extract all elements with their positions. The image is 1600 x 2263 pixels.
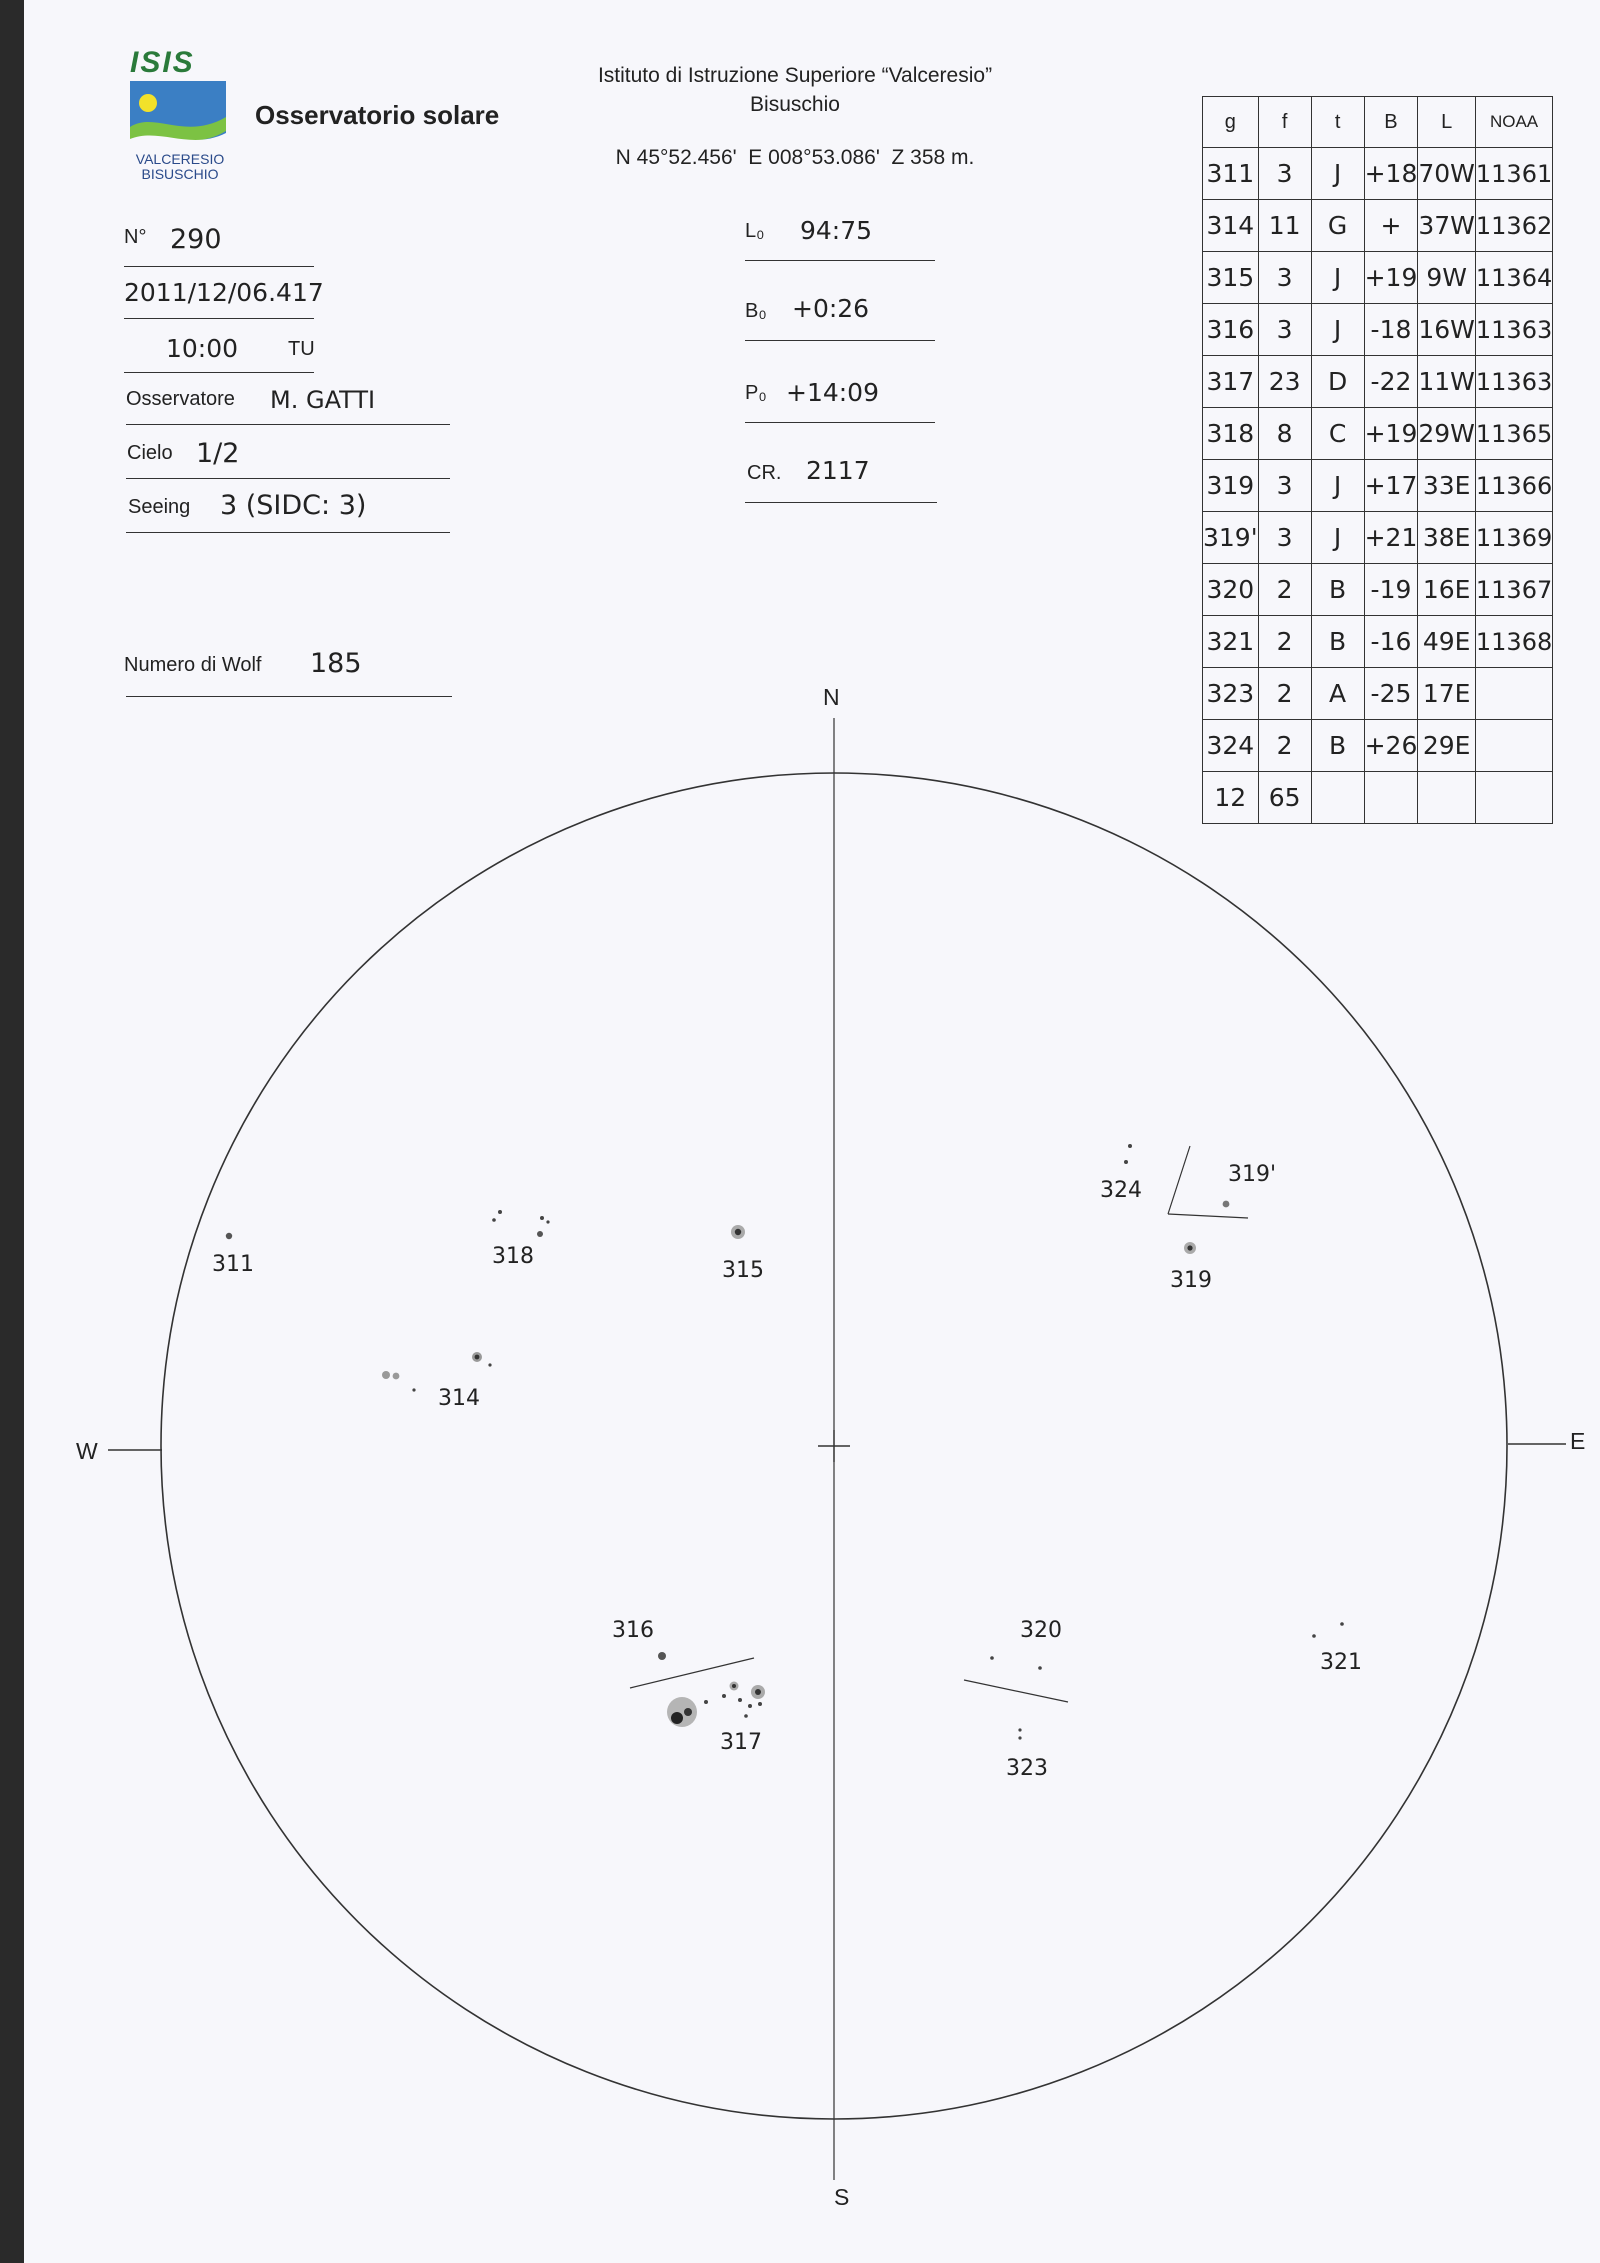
- observer-label: Osservatore: [126, 388, 235, 410]
- observatory-coordinates: N 45°52.456' E 008°53.086' Z 358 m.: [615, 146, 975, 169]
- table-cell: 318: [1203, 408, 1259, 460]
- table-cell: -18: [1364, 304, 1418, 356]
- table-cell: 321: [1203, 616, 1259, 668]
- group-label-316: 316: [612, 1618, 654, 1643]
- table-header-cell: NOAA: [1475, 97, 1552, 148]
- table-cell: C: [1311, 408, 1364, 460]
- sunspot: [1124, 1160, 1128, 1164]
- sunspot: [1038, 1666, 1042, 1670]
- table-cell: J: [1311, 460, 1364, 512]
- number-value: 290: [170, 224, 222, 255]
- sunspot: [1340, 1622, 1344, 1626]
- table-cell: 11366: [1475, 460, 1552, 512]
- table-cell: 2: [1258, 616, 1311, 668]
- sunspot: [382, 1371, 390, 1379]
- sunspot: [758, 1702, 762, 1706]
- seeing-label: Seeing: [128, 496, 191, 518]
- table-cell: +19: [1364, 408, 1418, 460]
- table-cell: 324: [1203, 720, 1259, 772]
- table-cell: 11367: [1475, 564, 1552, 616]
- seeing-value: 3 (SIDC: 3): [220, 490, 367, 521]
- group-label-324: 324: [1100, 1178, 1142, 1203]
- group-label-321: 321: [1320, 1650, 1362, 1675]
- north-label: N: [823, 684, 840, 710]
- sunspot: [1223, 1201, 1230, 1208]
- table-cell: 11368: [1475, 616, 1552, 668]
- table-cell: +26: [1364, 720, 1418, 772]
- sunspot: [537, 1231, 543, 1237]
- group-319p-marker-line: [1168, 1214, 1248, 1218]
- table-header-cell: g: [1203, 97, 1259, 148]
- table-cell: 2: [1258, 720, 1311, 772]
- table-cell: 12: [1203, 772, 1259, 824]
- table-cell: 11363: [1475, 356, 1552, 408]
- table-header-cell: B: [1364, 97, 1418, 148]
- sunspot: [671, 1712, 683, 1724]
- number-label: N°: [124, 226, 147, 248]
- table-cell: 2: [1258, 564, 1311, 616]
- table-cell: 2: [1258, 668, 1311, 720]
- group-320-323-marker-line: [964, 1680, 1068, 1702]
- table-cell: 317: [1203, 356, 1259, 408]
- table-cell: 319': [1203, 512, 1259, 564]
- sunspot: [1312, 1634, 1316, 1638]
- table-cell: 11363: [1475, 304, 1552, 356]
- sunspot: [738, 1698, 742, 1702]
- table-cell: 33E: [1418, 460, 1476, 512]
- table-cell: 17E: [1418, 668, 1476, 720]
- group-319p-marker-line: [1168, 1146, 1190, 1214]
- table-header-cell: t: [1311, 97, 1364, 148]
- group-label-319p: 319': [1228, 1162, 1277, 1187]
- table-cell: 11365: [1475, 408, 1552, 460]
- table-cell: 11: [1258, 200, 1311, 252]
- table-cell: 38E: [1418, 512, 1476, 564]
- sunspot: [990, 1656, 994, 1660]
- institute-name: Istituto di Istruzione Superiore “Valceresio”: [597, 64, 993, 87]
- table-cell: +18: [1364, 148, 1418, 200]
- table-cell: 70W: [1418, 148, 1476, 200]
- table-cell: 3: [1258, 512, 1311, 564]
- table-cell: 3: [1258, 460, 1311, 512]
- group-label-323: 323: [1006, 1756, 1048, 1781]
- logo-wordmark: ISIS: [130, 46, 195, 79]
- institute-town: Bisuschio: [750, 93, 840, 116]
- sunspot: [1128, 1144, 1132, 1148]
- table-cell: 3: [1258, 148, 1311, 200]
- logo-sub-line1: VALCERESIO: [135, 151, 225, 167]
- table-cell: 9W: [1418, 252, 1476, 304]
- table-cell: -22: [1364, 356, 1418, 408]
- table-cell: 11364: [1475, 252, 1552, 304]
- sunspot: [498, 1210, 502, 1214]
- table-cell: 3: [1258, 252, 1311, 304]
- sunspot: [748, 1704, 752, 1708]
- table-cell: 11362: [1475, 200, 1552, 252]
- sunspot: [492, 1218, 496, 1222]
- group-label-315: 315: [722, 1258, 764, 1283]
- date-value: 2011/12/06.417: [124, 278, 324, 307]
- table-cell: 29E: [1418, 720, 1476, 772]
- sunspot: [393, 1373, 400, 1380]
- table-cell: -16: [1364, 616, 1418, 668]
- table-cell: 314: [1203, 200, 1259, 252]
- table-cell: 11361: [1475, 148, 1552, 200]
- table-cell: J: [1311, 512, 1364, 564]
- table-cell: 49E: [1418, 616, 1476, 668]
- table-cell: B: [1311, 616, 1364, 668]
- table-cell: 316: [1203, 304, 1259, 356]
- table-cell: -25: [1364, 668, 1418, 720]
- p0-label: P₀: [745, 382, 767, 404]
- sunspot: [1018, 1728, 1021, 1731]
- sunspot: [667, 1697, 697, 1727]
- table-cell: 8: [1258, 408, 1311, 460]
- group-label-311: 311: [212, 1252, 254, 1277]
- sunspot: [735, 1229, 741, 1235]
- table-cell: D: [1311, 356, 1364, 408]
- b0-label: B₀: [745, 300, 767, 322]
- sunspot: [744, 1714, 748, 1718]
- l0-value: 94:75: [800, 216, 873, 245]
- table-cell: 3: [1258, 304, 1311, 356]
- table-cell: 16W: [1418, 304, 1476, 356]
- observatory-title: Osservatorio solare: [255, 100, 500, 130]
- table-cell: G: [1311, 200, 1364, 252]
- table-cell: J: [1311, 148, 1364, 200]
- group-label-317: 317: [720, 1730, 762, 1755]
- west-label: W: [76, 1438, 98, 1464]
- wolf-number-value: 185: [310, 648, 362, 679]
- sunspot: [658, 1652, 666, 1660]
- sunspot: [1018, 1736, 1021, 1739]
- group-label-320: 320: [1020, 1618, 1062, 1643]
- p0-value: +14:09: [786, 378, 879, 407]
- sunspot: [546, 1220, 549, 1223]
- table-cell: 323: [1203, 668, 1259, 720]
- table-cell: 29W: [1418, 408, 1476, 460]
- table-cell: -19: [1364, 564, 1418, 616]
- sky-label: Cielo: [127, 442, 173, 464]
- table-cell: 319: [1203, 460, 1259, 512]
- sunspot: [1187, 1245, 1192, 1250]
- sky-value: 1/2: [196, 438, 240, 469]
- cr-label: CR.: [747, 462, 782, 484]
- east-label: E: [1570, 1428, 1586, 1454]
- table-cell: 23: [1258, 356, 1311, 408]
- time-value: 10:00: [166, 334, 239, 363]
- group-label-318: 318: [492, 1244, 534, 1269]
- table-cell: J: [1311, 304, 1364, 356]
- table-cell: +21: [1364, 512, 1418, 564]
- table-cell: J: [1311, 252, 1364, 304]
- table-cell: 11369: [1475, 512, 1552, 564]
- sunspot: [722, 1694, 726, 1698]
- table-header-cell: f: [1258, 97, 1311, 148]
- sunspot: [475, 1355, 480, 1360]
- group-label-314: 314: [438, 1386, 480, 1411]
- table-cell: 311: [1203, 148, 1259, 200]
- table-cell: 315: [1203, 252, 1259, 304]
- sunspot: [732, 1684, 736, 1688]
- sunspot: [412, 1388, 415, 1391]
- table-cell: +19: [1364, 252, 1418, 304]
- table-cell: 11W: [1418, 356, 1476, 408]
- table-cell: 320: [1203, 564, 1259, 616]
- sunspot: [704, 1700, 708, 1704]
- south-label: S: [834, 2184, 850, 2210]
- cr-value: 2117: [806, 456, 870, 485]
- sunspot: [540, 1216, 544, 1220]
- time-unit: TU: [288, 338, 315, 360]
- sunspot: [488, 1363, 491, 1366]
- logo-sub-line2: BISUSCHIO: [141, 166, 219, 182]
- table-cell: 16E: [1418, 564, 1476, 616]
- sunspot: [684, 1708, 692, 1716]
- wolf-number-label: Numero di Wolf: [124, 654, 262, 676]
- table-cell: +17: [1364, 460, 1418, 512]
- b0-value: +0:26: [792, 294, 870, 323]
- table-header-cell: L: [1418, 97, 1476, 148]
- table-cell: 65: [1258, 772, 1311, 824]
- sunspot: [226, 1233, 232, 1239]
- group-label-319: 319: [1170, 1268, 1212, 1293]
- table-cell: A: [1311, 668, 1364, 720]
- observer-value: M. GATTI: [270, 386, 376, 414]
- table-cell: 37W: [1418, 200, 1476, 252]
- l0-label: L₀: [745, 220, 765, 242]
- sunspot: [755, 1689, 761, 1695]
- table-cell: B: [1311, 720, 1364, 772]
- table-cell: B: [1311, 564, 1364, 616]
- table-cell: +: [1364, 200, 1418, 252]
